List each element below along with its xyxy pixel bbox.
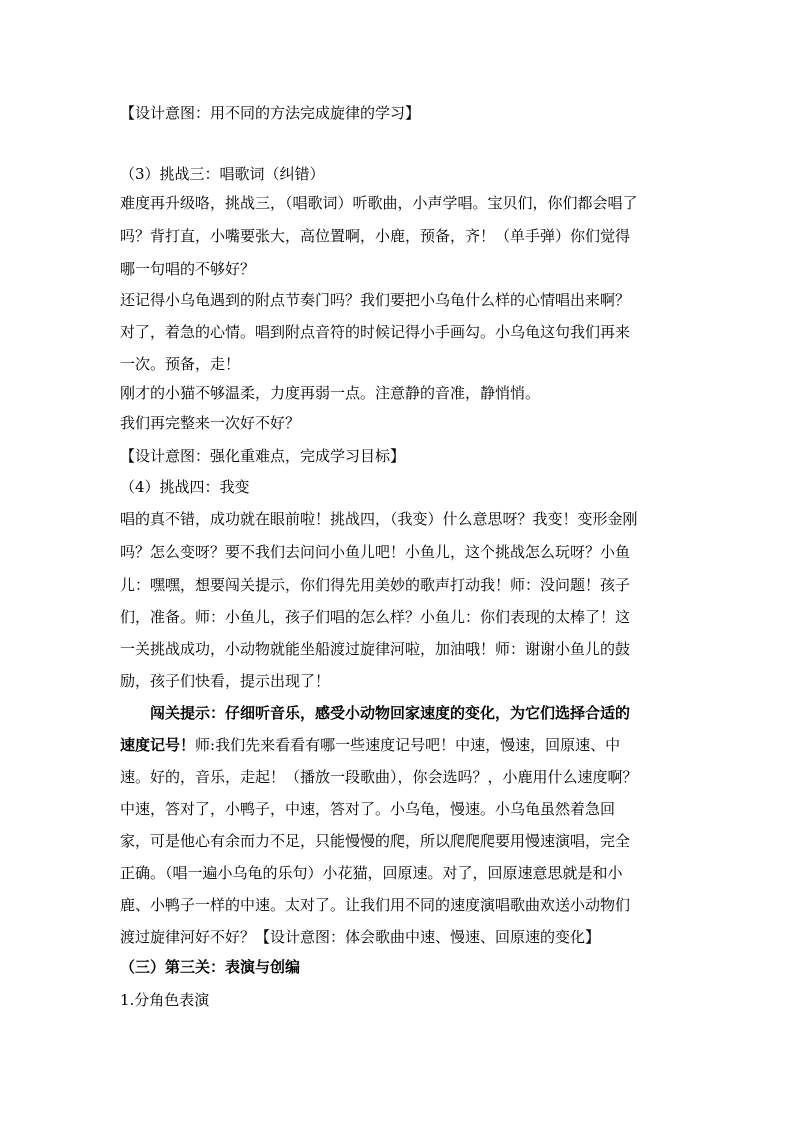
paragraph-line: 刚才的小猫不够温柔，力度再弱一点。注意静的音准，静悄悄。 [120,384,541,402]
hint-line [120,735,620,755]
paragraph-line: 还记得小乌龟遇到的附点节奏门吗？我们要把小乌龟什么样的心情唱出来啊？ [120,291,631,309]
paragraph-line: 正确。（唱一遍小乌龟的乐句）小花猫，回原速。对了，回原速意思就是和小 [120,864,623,882]
paragraph-line: 励，孩子们快看，提示出现了！ [120,672,331,690]
hint-bold-text: 速度记号！ [120,736,196,754]
list-item: 1.分角色表演 [120,991,210,1009]
paragraph-line: 鹿、小鸭子一样的中速。太对了。让我们用不同的速度演唱歌曲欢送小动物们 [120,896,631,914]
paragraph-line: 家，可是他心有余而力不足，只能慢慢的爬，所以爬爬爬要用慢速演唱，完全 [120,832,631,850]
challenge3-heading: （3）挑战三：唱歌词（纠错） [120,165,325,183]
section3-heading: （三）第三关：表演与创编 [120,958,301,976]
paragraph-line: 吗？背打直，小嘴要张大，高位置啊，小鹿，预备，齐！（单手弹）你们觉得 [120,227,631,245]
paragraph-line: 渡过旋律河好不好？【设计意图：体会歌曲中速、慢速、回原速的变化】 [120,928,601,946]
paragraph-line: 速。好的，音乐，走起！（播放一段歌曲），你会选吗？，小鹿用什么速度啊？ [120,768,638,786]
hint-bold-line: 闯关提示：仔细听音乐，感受小动物回家速度的变化，为它们选择合适的 [150,704,631,722]
challenge4-heading: （4）挑战四：我变 [120,478,250,496]
paragraph-line: 对了，着急的心情。唱到附点音符的时候记得小手画勾。小乌龟这句我们再来 [120,323,631,341]
paragraph-line: 哪一句唱的不够好？ [120,260,256,278]
paragraph-line: 吗？怎么变呀？要不我们去问问小鱼儿吧！小鱼儿，这个挑战怎么玩呀？小鱼 [120,543,631,561]
paragraph-line: 唱的真不错，成功就在眼前啦！挑战四，（我变）什么意思呀？我变！变形金刚 [120,510,638,528]
paragraph-line: 一关挑战成功，小动物就能坐船渡过旋律河啦，加油哦！师：谢谢小鱼儿的鼓 [120,640,631,658]
design-intent-1: 【设计意图：用不同的方法完成旋律的学习】 [120,104,421,122]
paragraph-line: 中速，答对了，小鸭子，中速，答对了。小乌龟，慢速。小乌龟虽然着急回 [120,800,616,818]
paragraph-line: 一次。预备，走！ [120,355,241,373]
paragraph-line: 们，准备。师：小鱼儿，孩子们唱的怎么样？小鱼儿：你们表现的太棒了！这 [120,608,631,626]
hint-rest-text: 师:我们先来看看有哪一些速度记号吧！中速，慢速，回原速、中 [195,736,621,754]
paragraph-line: 儿：嘿嘿，想要闯关提示，你们得先用美妙的歌声打动我！师：没问题！孩子 [120,576,631,594]
paragraph-line: 难度再升级咯，挑战三，（唱歌词）听歌曲，小声学唱。宝贝们，你们都会唱了 [120,194,638,212]
paragraph-line: 我们再完整来一次好不好？ [120,414,301,432]
design-intent-2: 【设计意图：强化重难点，完成学习目标】 [120,447,406,465]
